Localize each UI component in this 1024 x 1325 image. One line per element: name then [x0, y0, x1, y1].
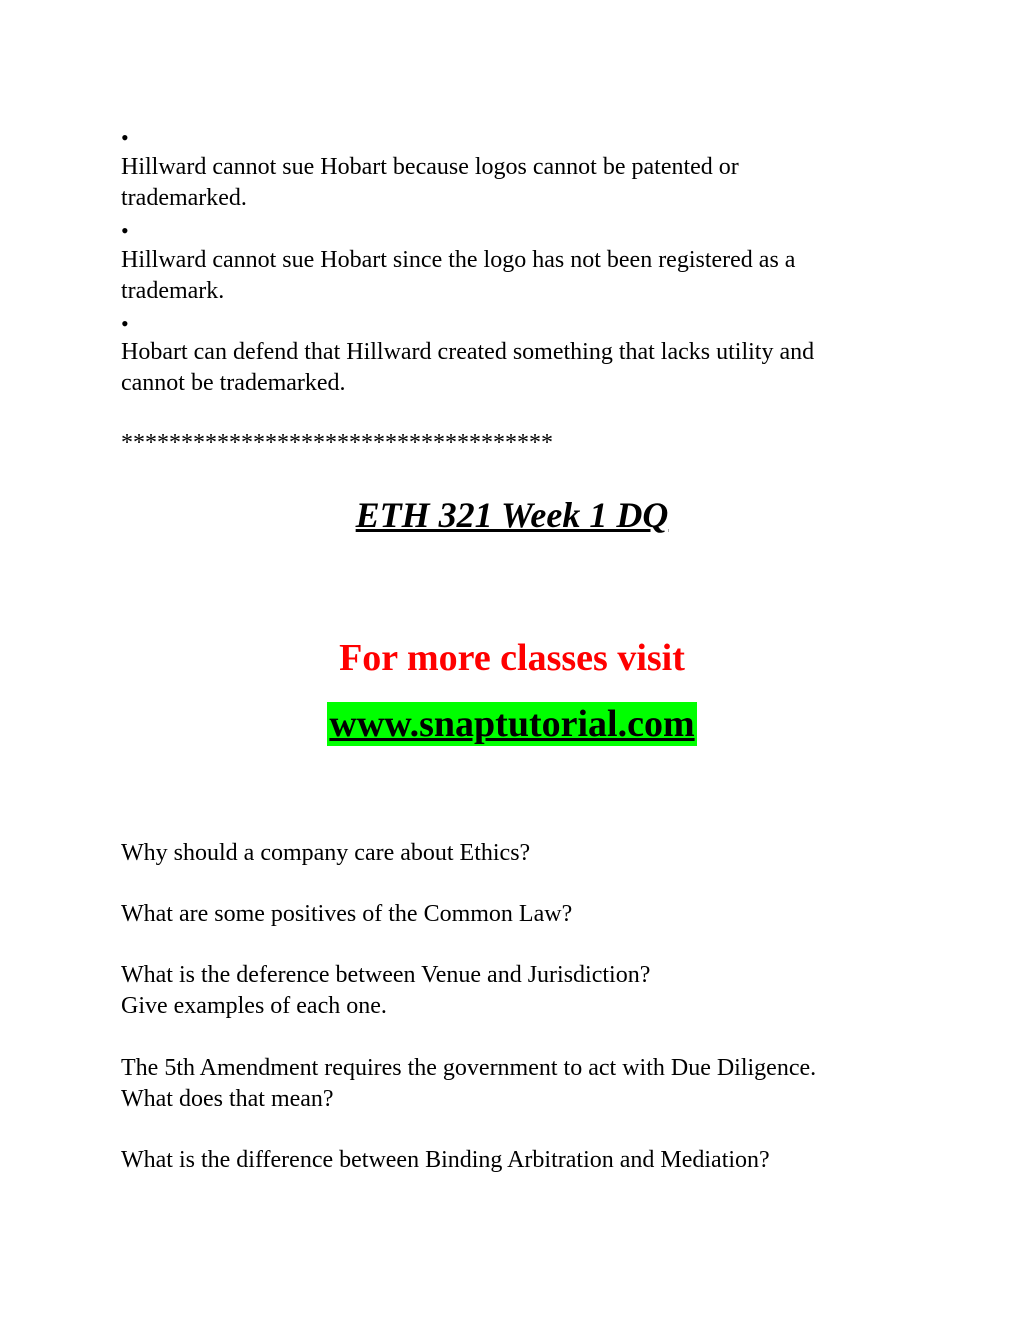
question-3-line-1: What is the deference between Venue and Jurisdiction?	[121, 962, 651, 988]
promo-link-wrap	[0, 702, 1024, 746]
separator: ************************************	[121, 430, 553, 456]
snaptutorial-link[interactable]: www.snaptutorial.com	[329, 703, 695, 745]
option-3-line-1: Hobart can defend that Hillward created something that lacks utility and	[121, 339, 815, 365]
question-2: What are some positives of the Common Law?	[121, 901, 573, 927]
page-title: ETH 321 Week 1 DQ	[355, 495, 669, 535]
question-4-line-2: What does that mean?	[121, 1086, 334, 1112]
option-2-line-2: trademark.	[121, 278, 225, 304]
question-4-line-1: The 5th Amendment requires the government to act with Due Diligence.	[121, 1055, 817, 1081]
option-1-line-2: trademarked.	[121, 185, 247, 211]
option-1-line-1: Hillward cannot sue Hobart because logos cannot be patented or	[121, 154, 739, 180]
bullet-marker: •	[121, 125, 129, 150]
option-3-line-2: cannot be trademarked.	[121, 370, 346, 396]
promo-text: For more classes visit	[339, 637, 685, 679]
bullet-marker: •	[121, 311, 129, 336]
option-2-line-1: Hillward cannot sue Hobart since the logo has not been registered as a	[121, 247, 796, 273]
question-5: What is the difference between Binding Arbitration and Mediation?	[121, 1147, 770, 1173]
bullet-marker: •	[121, 218, 129, 243]
question-3-line-2: Give examples of each one.	[121, 993, 387, 1019]
question-1: Why should a company care about Ethics?	[121, 840, 531, 866]
